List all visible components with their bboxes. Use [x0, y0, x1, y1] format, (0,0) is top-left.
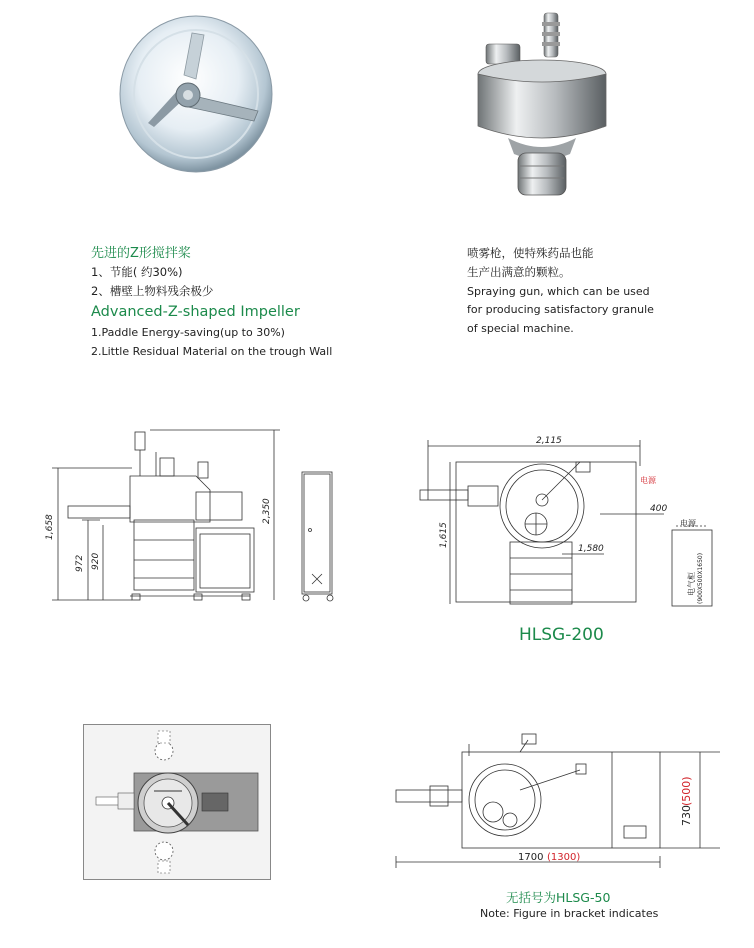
dim-width-bracket: (1300)	[547, 852, 581, 863]
impeller-title-en: Advanced-Z-shaped Impeller	[91, 304, 300, 320]
model-label: HLSG-200	[519, 625, 604, 645]
dim-plan-inner: 1,580	[578, 544, 604, 554]
dim-mid-height: 920	[91, 552, 101, 570]
label-cabinet: 电气柜	[687, 572, 696, 596]
impeller-item-1-en: 1.Paddle Energy-saving(up to 30%)	[91, 326, 285, 339]
top-view-drawing	[83, 724, 271, 880]
label-cabinet-size: (900X500X1650)	[697, 552, 704, 604]
spray-line-3: Spraying gun, which can be used	[467, 285, 650, 298]
dim-plan-side: 400	[650, 504, 668, 514]
dim-plan-width: 2,115	[536, 436, 562, 446]
impeller-item-1-cn: 1、节能( 约30%)	[91, 265, 183, 279]
spray-gun-photo	[458, 8, 618, 203]
spray-line-2: 生产出满意的颗粒。	[467, 265, 571, 279]
impeller-title-cn: 先进的Z形搅拌桨	[91, 246, 191, 261]
dim-table-height: 972	[75, 554, 85, 572]
label-power-box: 电源	[680, 519, 696, 528]
dim-total-height: 1,658	[45, 514, 55, 540]
spray-line-1: 喷雾枪，使特殊药品也能	[467, 246, 594, 260]
dim-plan-depth: 1,615	[439, 522, 449, 548]
spray-line-5: of special machine.	[467, 322, 574, 335]
dim-height-label: 730	[680, 805, 693, 826]
impeller-item-2-en: 2.Little Residual Material on the trough Wall	[91, 345, 333, 358]
impeller-photo	[118, 15, 274, 173]
spray-line-4: for producing satisfactory granule	[467, 303, 654, 316]
dim-right-height: 2,350	[262, 498, 272, 524]
note-cn: 无括号为HLSG-50	[506, 890, 611, 905]
label-power-top: 电源	[640, 476, 656, 485]
dim-height-bracket: (500)	[680, 776, 693, 806]
impeller-item-2-cn: 2、槽壁上物料残余极少	[91, 284, 214, 298]
dim-width-label: 1700	[518, 852, 544, 863]
note-en: Note: Figure in bracket indicates	[480, 907, 659, 920]
